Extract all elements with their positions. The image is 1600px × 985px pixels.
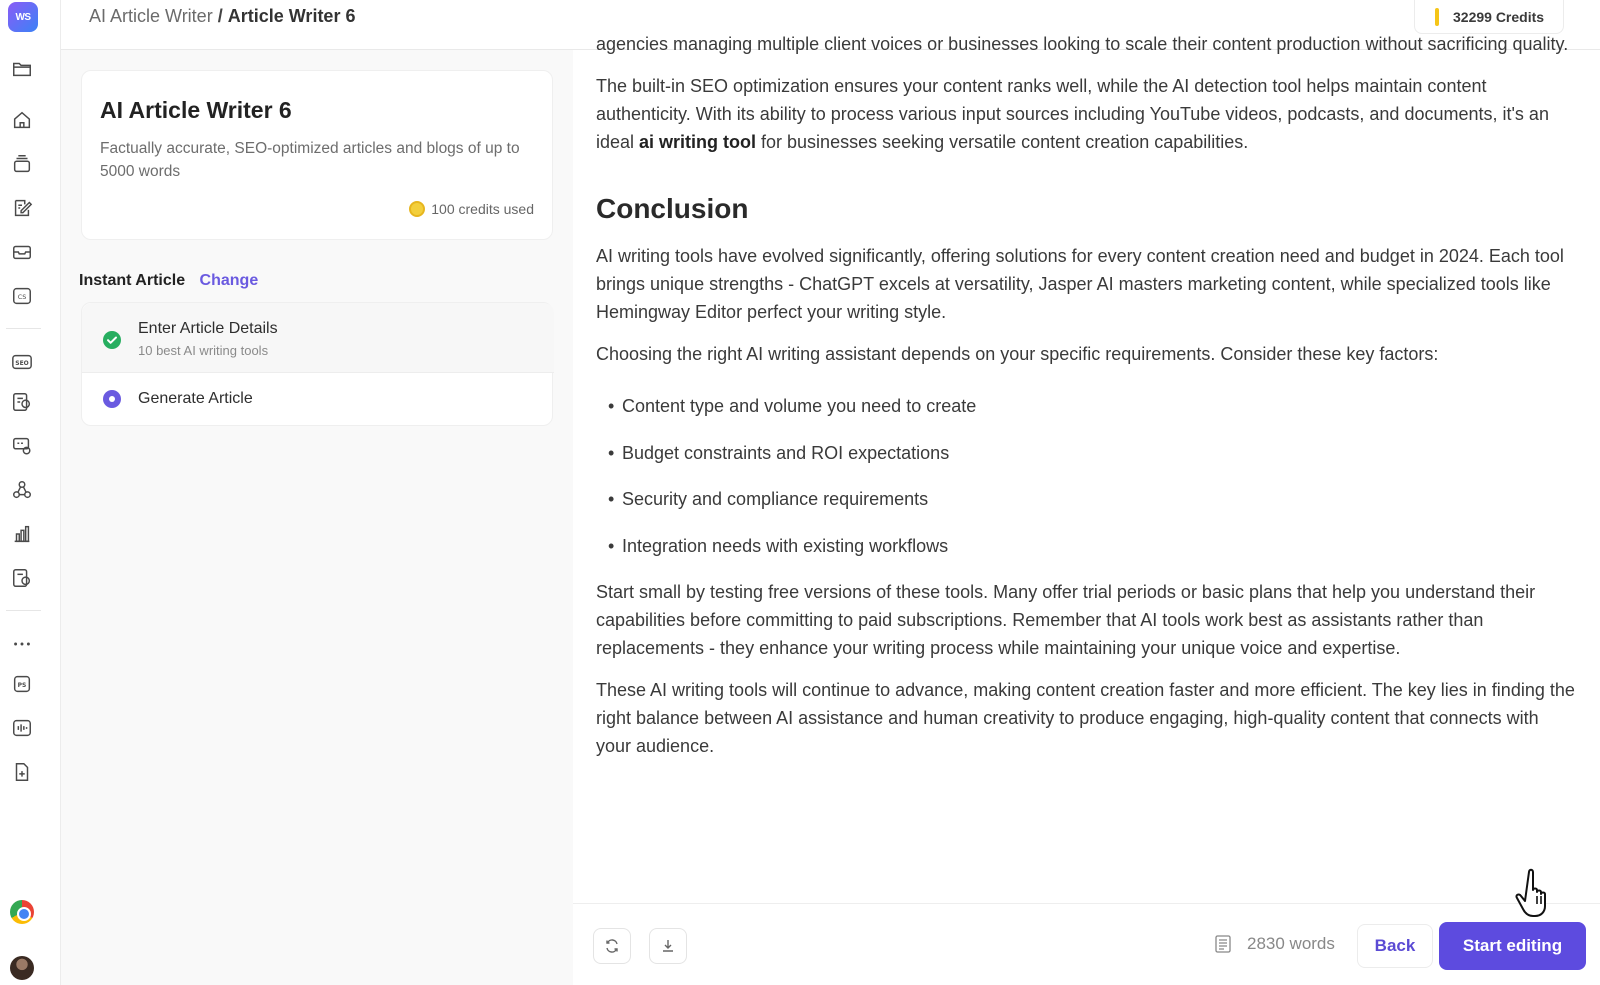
article-paragraph: Start small by testing free versions of these tools. Many offer trial periods or basic plans that help you understand their capabilities before committing to paid subscriptions. Remember that AI tools work best as assistants rather than replacements - they enhance your writing process while maintaining your unique voice and expertise. bbox=[596, 582, 1536, 658]
ps-badge-icon[interactable] bbox=[11, 673, 33, 695]
inbox-icon[interactable] bbox=[11, 241, 33, 263]
instant-article-row bbox=[79, 272, 258, 290]
change-link[interactable]: Change bbox=[199, 272, 259, 289]
app-logo[interactable]: WS bbox=[8, 2, 38, 32]
coin-icon bbox=[409, 201, 425, 217]
breadcrumb-current: Article Writer 6 bbox=[227, 6, 356, 26]
article-content bbox=[596, 30, 1576, 774]
image-analytics-icon[interactable] bbox=[11, 391, 33, 413]
check-circle-icon bbox=[103, 331, 121, 349]
sidebar-divider bbox=[6, 610, 41, 611]
credits-badge[interactable] bbox=[1414, 0, 1564, 34]
start-editing-button[interactable]: Start editing bbox=[1439, 922, 1586, 970]
breadcrumb-parent[interactable]: AI Article Writer bbox=[89, 6, 213, 26]
instant-article-label: Instant Article bbox=[79, 272, 186, 289]
tool-title: AI Article Writer 6 bbox=[100, 97, 292, 123]
user-avatar[interactable] bbox=[10, 956, 34, 980]
refresh-icon bbox=[604, 938, 620, 954]
bar-chart-icon[interactable] bbox=[11, 523, 33, 545]
svg-text:CS: CS bbox=[17, 293, 27, 302]
active-step-dot-icon bbox=[103, 390, 121, 408]
tool-panel bbox=[61, 50, 573, 985]
article-view[interactable] bbox=[573, 34, 1600, 903]
more-icon[interactable] bbox=[11, 633, 33, 655]
archive-icon[interactable] bbox=[11, 153, 33, 175]
back-button[interactable]: Back bbox=[1357, 924, 1433, 968]
article-paragraph: These AI writing tools will continue to advance, making content creation faster and more efficient. The key lies in finding the right balance between AI assistance and human creativity to produce engaging, high-quality content that connects with your audience. bbox=[596, 680, 1575, 756]
tool-description: Factually accurate, SEO-optimized articles and blogs of up to 5000 words bbox=[100, 140, 520, 180]
article-paragraph: Choosing the right AI writing assistant depends on your specific requirements. Consider these key factors: bbox=[596, 344, 1439, 364]
steps-list bbox=[81, 302, 553, 426]
step-title: Enter Article Details bbox=[138, 320, 278, 337]
text-run: The built-in SEO optimization ensures your content ranks well, while the AI detection tool helps maintain content authenticity. With its ability to process various input sources including YouTube videos, podcasts, and documents, it's an ideal bbox=[596, 76, 1549, 152]
bold-keyword: ai writing tool bbox=[639, 132, 757, 152]
article-paragraph bbox=[596, 72, 1576, 156]
svg-text:PS: PS bbox=[17, 681, 27, 689]
action-bar bbox=[573, 903, 1600, 985]
credits-label: 32299 Credits bbox=[1453, 8, 1545, 25]
credits-indicator-bar bbox=[1435, 8, 1439, 26]
edit-document-icon[interactable] bbox=[11, 197, 33, 219]
chrome-icon[interactable] bbox=[10, 900, 34, 924]
list-item: • Budget constraints and ROI expectations bbox=[622, 439, 1576, 467]
folder-icon[interactable] bbox=[11, 58, 33, 80]
step-subtitle: 10 best AI writing tools bbox=[138, 343, 269, 358]
list-item: • Integration needs with existing workflows bbox=[622, 532, 1576, 560]
hand-cursor-icon bbox=[1515, 866, 1559, 922]
cs-badge-icon[interactable] bbox=[11, 285, 33, 307]
download-icon bbox=[660, 938, 676, 954]
seo-badge-icon[interactable] bbox=[11, 351, 33, 373]
breadcrumb bbox=[89, 6, 355, 27]
add-file-icon[interactable] bbox=[11, 761, 33, 783]
sidebar-divider bbox=[6, 328, 41, 329]
audio-wave-icon[interactable] bbox=[11, 717, 33, 739]
list-item: • Security and compliance requirements bbox=[622, 485, 1576, 513]
list-item: • Content type and volume you need to create bbox=[622, 392, 1576, 420]
sidebar-rail bbox=[0, 0, 61, 985]
section-heading: Conclusion bbox=[596, 193, 749, 224]
credits-used-label: 100 credits used bbox=[431, 201, 534, 217]
credits-used bbox=[409, 201, 534, 217]
tool-card bbox=[81, 70, 553, 240]
chat-settings-icon[interactable] bbox=[11, 435, 33, 457]
image-gallery-icon[interactable] bbox=[11, 567, 33, 589]
download-button[interactable] bbox=[649, 928, 687, 964]
home-icon[interactable] bbox=[11, 109, 33, 131]
text-run: for businesses seeking versatile content creation capabilities. bbox=[756, 132, 1249, 152]
document-icon bbox=[1213, 934, 1233, 954]
network-icon[interactable] bbox=[11, 479, 33, 501]
svg-text:SEO: SEO bbox=[15, 359, 29, 367]
article-paragraph: AI writing tools have evolved significantly, offering solutions for every content creation need and budget in 2024. Each tool brings unique strengths - ChatGPT excels at versatility, Jasper AI masters marketing content, while specialized tools like Hemingway Editor perfect your writing style. bbox=[596, 246, 1564, 322]
article-paragraph: agencies managing multiple client voices or businesses looking to scale their content production without sacrificing quality. bbox=[596, 34, 1569, 54]
word-count-label: 2830 words bbox=[1247, 934, 1335, 953]
regenerate-button[interactable] bbox=[593, 928, 631, 964]
breadcrumb-separator: / bbox=[217, 6, 223, 26]
word-count bbox=[1213, 934, 1335, 954]
factor-list bbox=[596, 392, 1576, 560]
step-generate-article[interactable]: Generate Article bbox=[138, 390, 253, 407]
step-enter-article-details[interactable] bbox=[82, 303, 554, 373]
